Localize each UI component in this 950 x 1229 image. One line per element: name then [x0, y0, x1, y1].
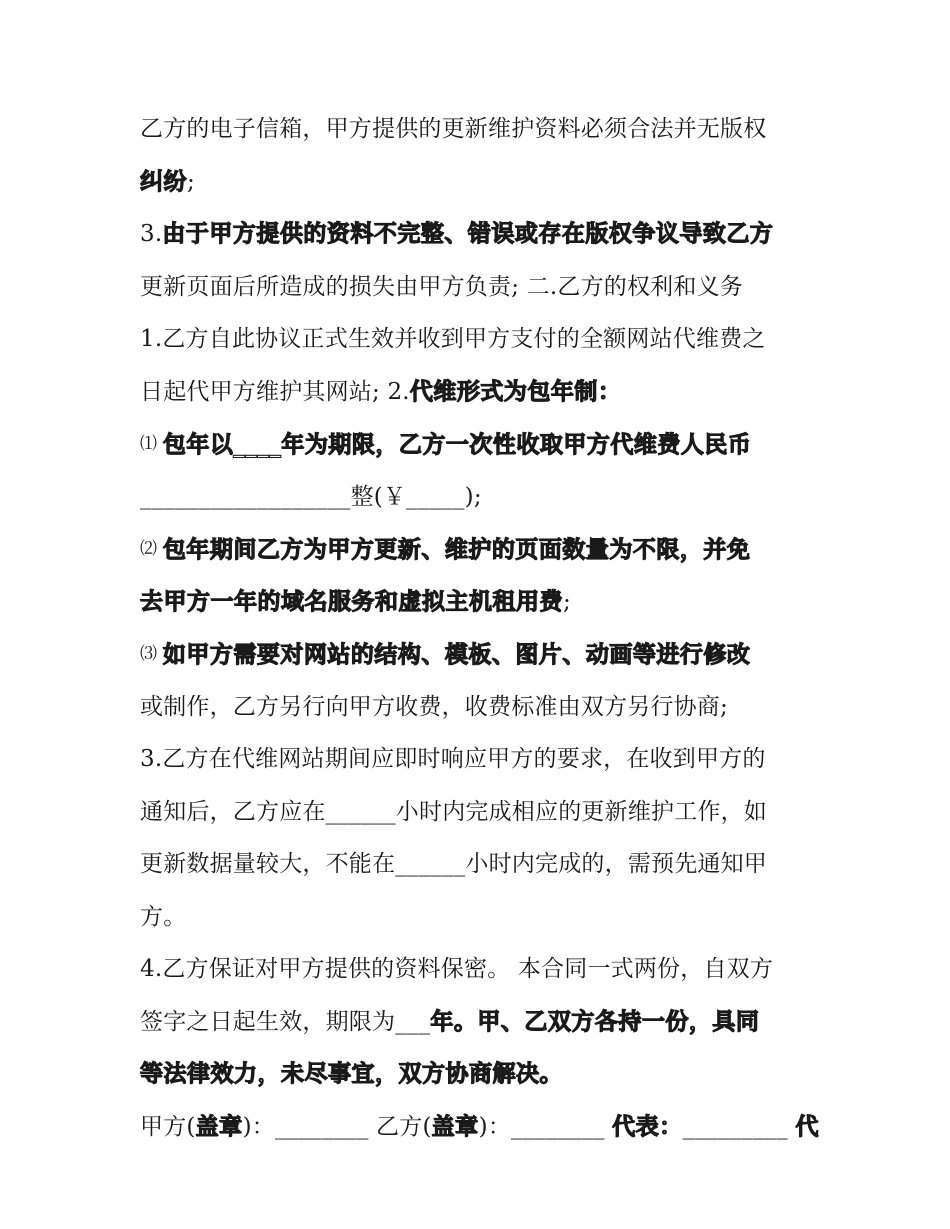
- text-segment: 盖章: [195, 1113, 243, 1140]
- text-line: [140, 576, 820, 629]
- text-segment: 日起代甲方维护其网站; 2.: [140, 378, 410, 405]
- text-segment: )：________: [478, 1113, 613, 1140]
- text-line: [140, 891, 820, 944]
- text-segment: 年。甲、乙双方各持一份，具同: [430, 1008, 760, 1035]
- text-segment: 由于甲方提供的资料不完整、错误或存在版权争议导致乙方: [162, 221, 774, 247]
- text-segment: 方。: [140, 903, 187, 930]
- text-segment: 或制作，乙方另行向甲方收费，收费标准由双方另行协商;: [140, 693, 728, 720]
- text-segment: ⑵: [140, 539, 163, 559]
- text-segment: 更新页面后所造成的损失由甲方负责; 二.乙方的权利和义务: [140, 273, 743, 300]
- text-segment: )：________ 乙方(: [242, 1113, 432, 1140]
- text-segment: 3.乙方在代维网站期间应即时响应甲方的要求，在收到甲方的: [140, 746, 766, 772]
- text-segment: ⑶: [140, 644, 163, 664]
- text-segment: 代: [795, 1113, 819, 1140]
- text-segment: 1.乙方自此协议正式生效并收到甲方支付的全额网站代维费之: [140, 326, 766, 352]
- text-segment: _________: [682, 1113, 796, 1140]
- text-segment: 通知后，乙方应在______小时内完成相应的更新维护工作，如: [140, 798, 767, 825]
- text-line: [140, 103, 820, 156]
- text-segment: ;: [187, 168, 195, 195]
- text-line: [140, 1048, 820, 1101]
- text-segment: ;: [563, 588, 571, 615]
- text-segment: 纠纷: [140, 168, 187, 195]
- text-line: [140, 418, 820, 471]
- document-page: [140, 103, 820, 1153]
- text-line: [140, 996, 820, 1049]
- text-line: [140, 156, 820, 209]
- text-line: [140, 366, 820, 419]
- text-segment: 甲方(: [140, 1113, 196, 1140]
- text-segment: __________________整(￥_____);: [140, 483, 482, 510]
- text-segment: 去甲方一年的域名服务和虚拟主机租用费: [140, 588, 563, 615]
- text-segment: 签字之日起生效，期限为___: [140, 1008, 431, 1035]
- text-segment: ⑴: [140, 434, 163, 454]
- text-segment: 代维形式为包年制：: [409, 378, 622, 405]
- text-segment: 盖章: [431, 1113, 479, 1140]
- text-segment: 乙方的电子信箱，甲方提供的更新维护资料必须合法并无版权: [140, 116, 767, 142]
- text-line: [140, 208, 820, 261]
- text-line: [140, 471, 820, 524]
- text-line: [140, 786, 820, 839]
- text-line: [140, 943, 820, 996]
- text-line: [140, 681, 820, 734]
- text-segment: 更新数据量较大，不能在______小时内完成的，需预先通知甲: [140, 851, 767, 877]
- text-segment: 代表：: [612, 1113, 683, 1140]
- text-segment: 等法律效力，未尽事宜，双方协商解决。: [140, 1061, 563, 1087]
- text-segment: 包年期间乙方为甲方更新、维护的页面数量为不限，并免: [162, 537, 751, 563]
- text-line: [140, 1101, 820, 1154]
- text-segment: 如甲方需要对网站的结构、模板、图片、动画等进行修改: [162, 642, 751, 668]
- text-line: [140, 733, 820, 786]
- text-line: [140, 523, 820, 576]
- text-line: [140, 313, 820, 366]
- text-segment: 3.: [140, 221, 163, 247]
- text-segment: 包年以____年为期限，乙方一次性收取甲方代维费人民币: [162, 432, 752, 458]
- text-line: [140, 838, 820, 891]
- text-line: [140, 628, 820, 681]
- text-segment: 4.乙方保证对甲方提供的资料保密。 本合同一式两份，自双方: [140, 956, 774, 982]
- text-line: [140, 261, 820, 314]
